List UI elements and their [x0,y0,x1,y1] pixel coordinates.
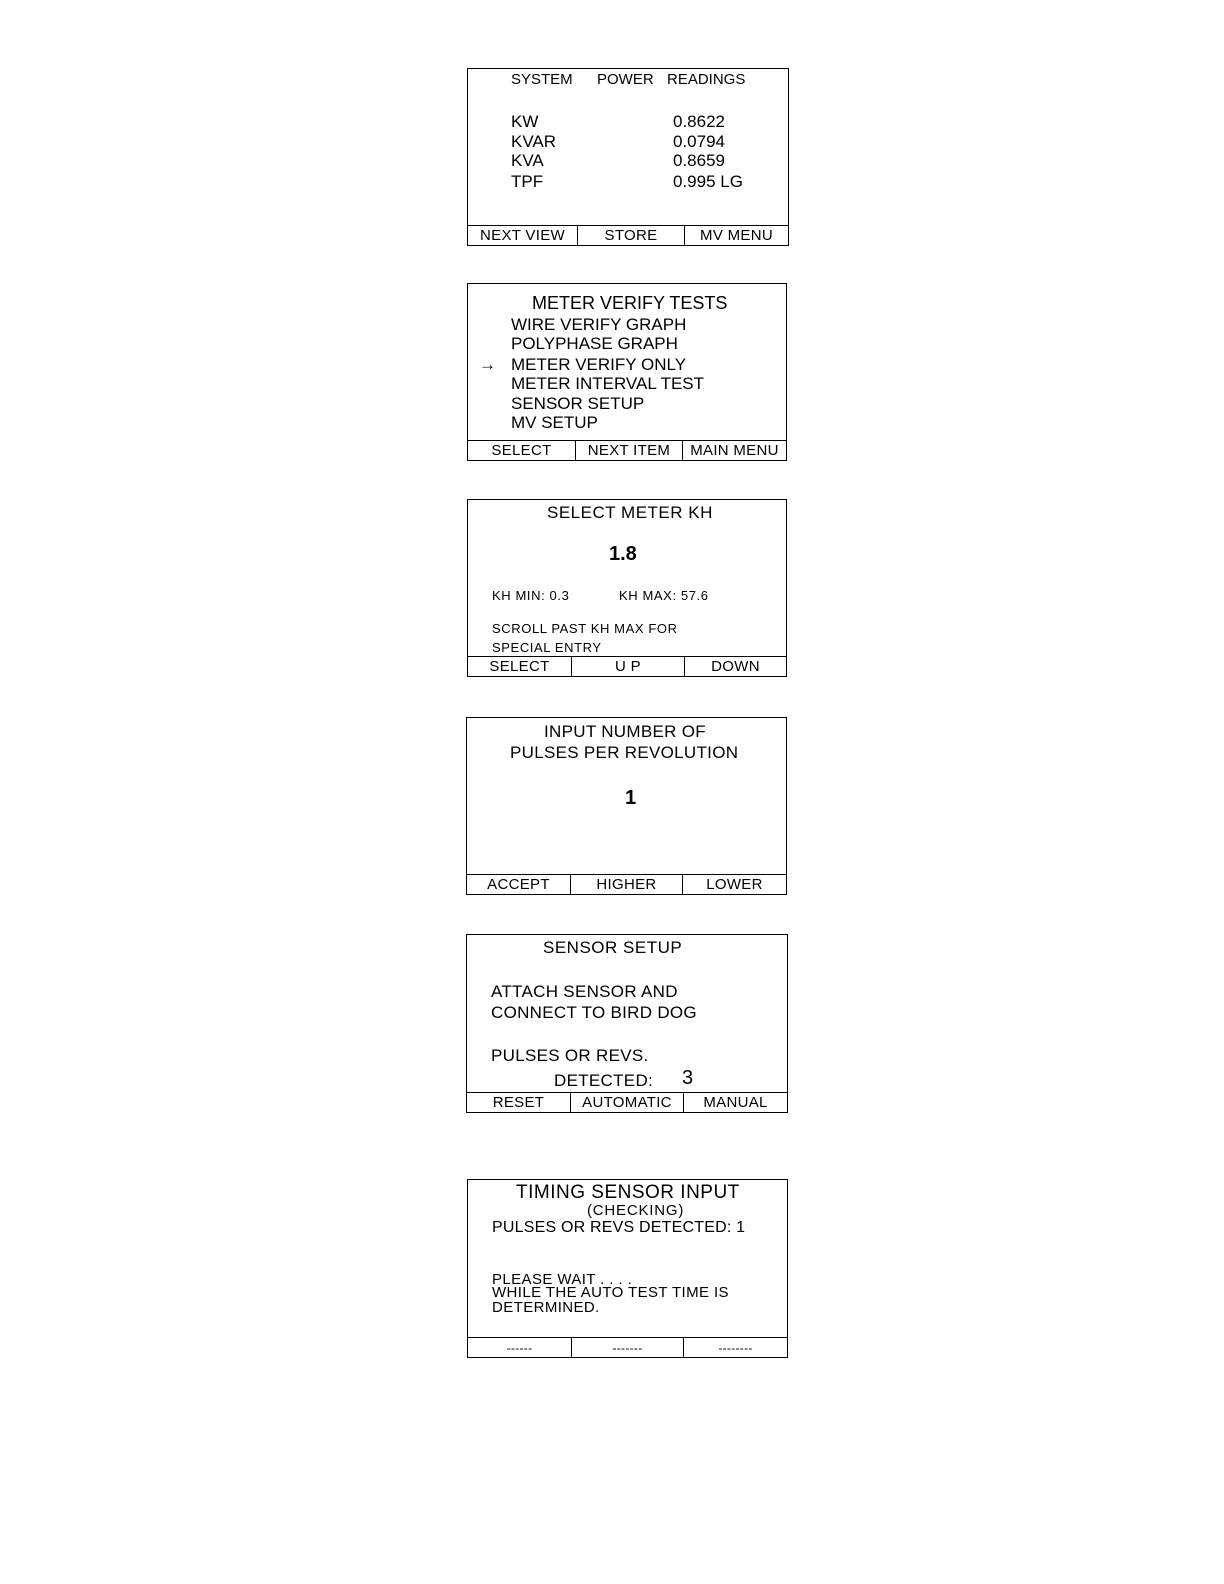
pulses-value: 1 [625,787,637,809]
next-view-button[interactable]: NEXT VIEW [480,227,565,244]
kh-title: SELECT METER KH [547,503,713,522]
softkey-bar [468,225,788,245]
higher-button[interactable]: HIGHER [570,875,682,894]
kh-min: KH MIN: 0.3 [492,588,570,603]
reading-value-tpf: 0.995 LG [673,172,743,191]
sensor-setup-screen [466,934,788,1113]
softkey-3-blank: -------- [683,1338,787,1357]
screen-body [467,718,786,876]
up-button[interactable]: U P [571,657,684,676]
header-readings: READINGS [667,71,746,88]
kh-value: 1.8 [609,543,637,565]
timing-title: TIMING SENSOR INPUT [516,1182,740,1203]
screen-body [468,69,788,227]
kh-max: KH MAX: 57.6 [619,588,709,603]
screen-body [468,1180,787,1339]
menu-item-mv-setup[interactable]: MV SETUP [511,413,598,432]
detected-value: 3 [682,1067,694,1089]
softkey-2-blank: ------- [571,1338,683,1357]
attach-line2: CONNECT TO BIRD DOG [491,1003,697,1022]
screen-body [468,284,786,442]
meter-verify-tests-screen [467,283,787,461]
checking-subtitle: (CHECKING) [587,1202,685,1219]
timing-sensor-input-screen [467,1179,788,1358]
sensor-setup-title: SENSOR SETUP [543,938,683,957]
select-meter-kh-screen [467,499,787,677]
next-item-button[interactable]: NEXT ITEM [575,441,682,460]
header-system: SYSTEM [511,71,573,88]
accept-button[interactable]: ACCEPT [487,876,550,893]
auto-test-msg-line1: WHILE THE AUTO TEST TIME IS [492,1284,729,1301]
reading-label-kvar: KVAR [511,132,557,151]
select-button[interactable]: SELECT [491,442,552,459]
softkey-1-blank: ------ [506,1340,533,1355]
selection-arrow-icon: → [479,355,496,374]
menu-item-wire-verify-graph[interactable]: WIRE VERIFY GRAPH [511,315,687,334]
menu-item-polyphase-graph[interactable]: POLYPHASE GRAPH [511,334,678,353]
reading-label-tpf: TPF [511,172,544,191]
pulses-per-revolution-screen [466,717,787,895]
reading-value-kvar: 0.0794 [673,132,725,151]
main-menu-button[interactable]: MAIN MENU [682,441,786,460]
pulses-detected-text: PULSES OR REVS DETECTED: 1 [492,1219,746,1236]
reading-label-kw: KW [511,112,539,131]
softkey-bar [467,1092,787,1112]
automatic-button[interactable]: AUTOMATIC [570,1093,683,1112]
lower-button[interactable]: LOWER [682,875,786,894]
menu-title: METER VERIFY TESTS [532,293,728,313]
reading-label-kva: KVA [511,151,544,170]
down-button[interactable]: DOWN [684,657,786,676]
softkey-bar [468,1337,787,1357]
manual-button[interactable]: MANUAL [683,1093,787,1112]
pulses-revs-label: PULSES OR REVS. [491,1046,649,1065]
screen-body [468,500,786,658]
reading-value-kva: 0.8659 [673,151,725,170]
reset-button[interactable]: RESET [492,1094,545,1111]
mv-menu-button[interactable]: MV MENU [684,226,788,245]
select-button[interactable]: SELECT [489,658,550,675]
softkey-bar [468,440,786,460]
pulses-title-line2: PULSES PER REVOLUTION [510,743,739,762]
screen-body [467,935,787,1094]
softkey-bar [467,874,786,894]
menu-item-meter-verify-only[interactable]: METER VERIFY ONLY [511,355,687,374]
reading-value-kw: 0.8622 [673,112,725,131]
store-button[interactable]: STORE [577,226,684,245]
auto-test-msg-line2: DETERMINED. [492,1299,600,1316]
header-power: POWER [597,71,654,88]
system-power-readings-screen [467,68,789,246]
menu-item-sensor-setup[interactable]: SENSOR SETUP [511,394,645,413]
attach-line1: ATTACH SENSOR AND [491,982,678,1001]
menu-item-meter-interval-test[interactable]: METER INTERVAL TEST [511,374,705,393]
scroll-note-line2: SPECIAL ENTRY [492,640,602,655]
pulses-title-line1: INPUT NUMBER OF [544,722,706,741]
detected-label: DETECTED: [554,1071,654,1090]
please-wait-text: PLEASE WAIT . . . . [492,1271,633,1288]
softkey-bar [468,656,786,676]
scroll-note-line1: SCROLL PAST KH MAX FOR [492,621,678,636]
